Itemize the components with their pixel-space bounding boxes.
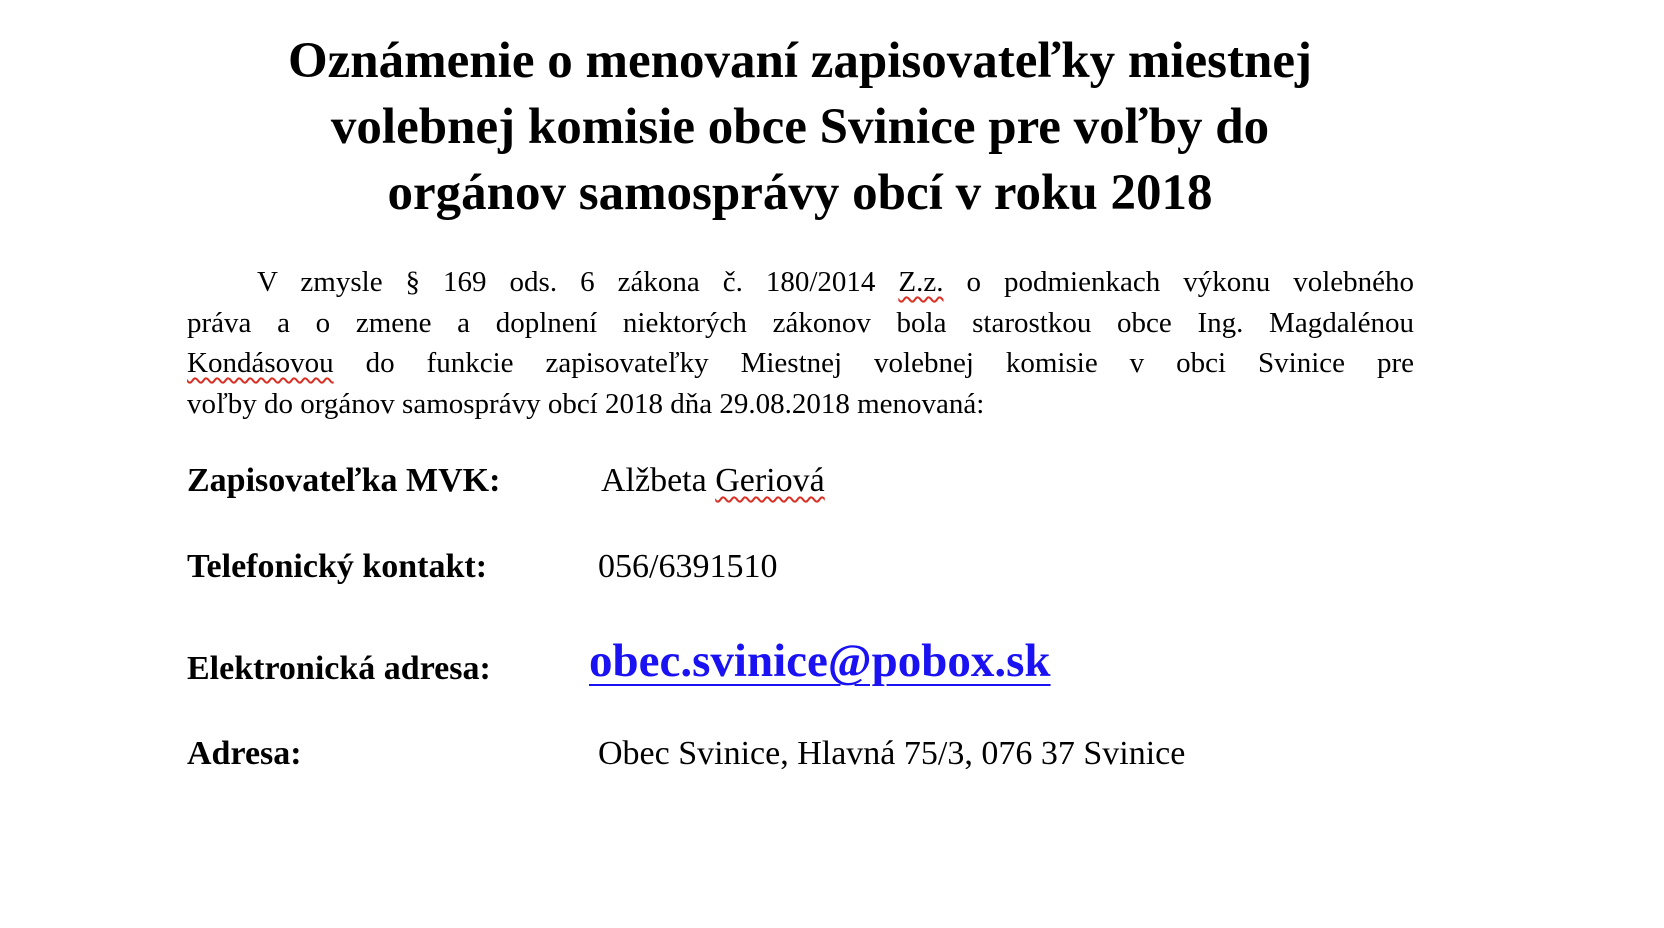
body-line-1 xyxy=(187,262,1414,303)
body-line-1-end: o podmienkach výkonu volebného xyxy=(943,266,1414,298)
spellcheck-word-zz: Z.z. xyxy=(898,266,944,298)
phone-label: Telefonický kontakt: xyxy=(187,548,488,585)
body-line-3-end: do funkcie zapisovateľky Miestnej volebnej komisie v obci Svinice pre xyxy=(333,347,1414,379)
body-line-2: práva a o zmene a doplnení niektorých zákonov bola starostkou obce Ing. Magdalénou xyxy=(187,306,1414,339)
address-value: Obec Svinice, Hlavná 75/3, 076 37 Svinice xyxy=(598,735,1186,772)
email-link[interactable]: obec.svinice@pobox.sk xyxy=(589,635,1051,687)
spellcheck-word-kondasovou: Kondásovou xyxy=(187,347,334,379)
address-label: Adresa: xyxy=(187,735,302,772)
email-value xyxy=(589,634,1051,688)
body-line-1-start: V zmysle § 169 ods. 6 zákona č. 180/2014 xyxy=(257,266,899,298)
title-line-1: Oznámenie o menovaní zapisovateľky miestnej xyxy=(288,33,1312,89)
recorder-label: Zapisovateľka MVK: xyxy=(187,462,501,499)
title-line-2: volebnej komisie obce Svinice pre voľby do xyxy=(330,99,1270,155)
recorder-last-name: Geriová xyxy=(715,462,825,499)
email-label: Elektronická adresa: xyxy=(187,650,491,687)
body-line-4: voľby do orgánov samosprávy obcí 2018 dňa 29.08.2018 menovaná: xyxy=(187,387,985,420)
body-line-3 xyxy=(187,343,1414,384)
recorder-name xyxy=(601,462,825,500)
phone-value: 056/6391510 xyxy=(598,548,778,585)
recorder-first-name: Alžbeta xyxy=(601,462,716,499)
body-paragraph xyxy=(187,262,1414,424)
document-title xyxy=(160,28,1440,226)
title-line-3: orgánov samosprávy obcí v roku 2018 xyxy=(387,165,1213,221)
